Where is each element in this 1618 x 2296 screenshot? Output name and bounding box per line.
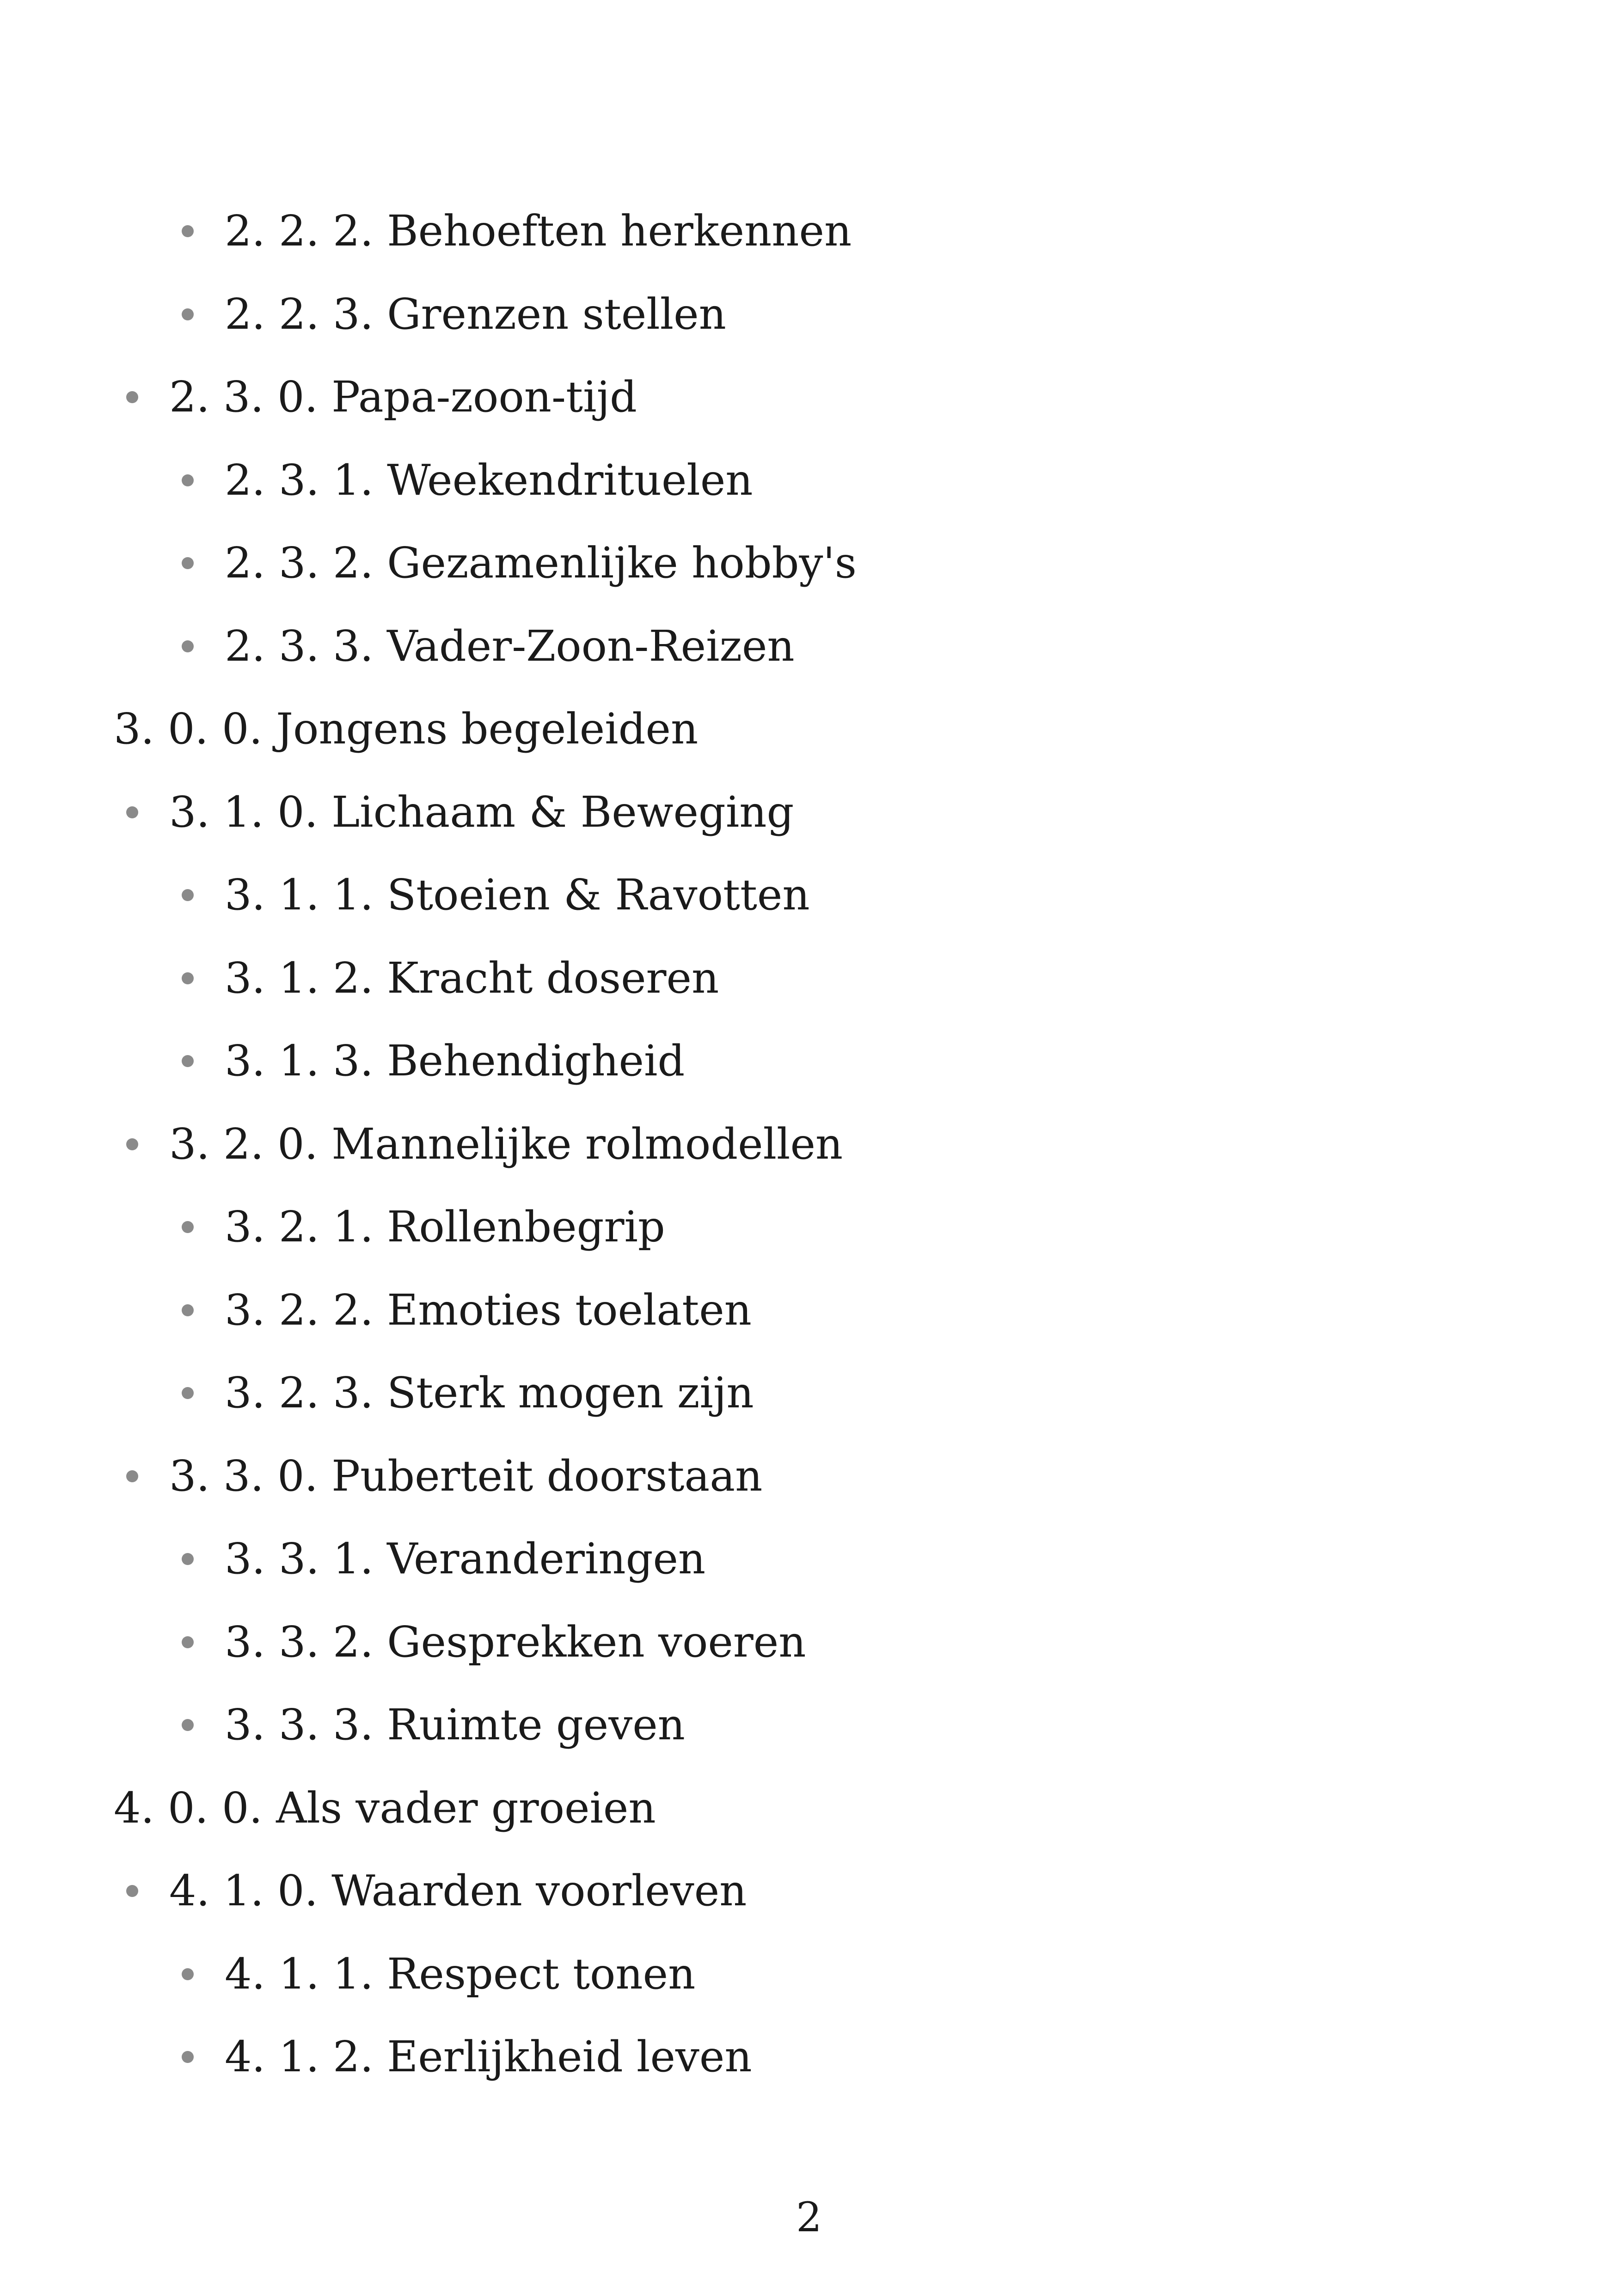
toc-item-label: 3. 3. 3. Ruimte geven [225, 1700, 685, 1750]
bullet-icon [182, 1304, 194, 1316]
bullet-icon [182, 474, 194, 486]
toc-list-item [225, 1615, 806, 1670]
toc-list-item [225, 867, 810, 923]
bullet-icon [126, 1138, 138, 1150]
toc-list-item [225, 1531, 705, 1587]
bullet-icon [182, 308, 194, 320]
toc-item-label: 2. 3. 3. Vader-Zoon-Reizen [225, 621, 795, 671]
toc-list-item [225, 619, 795, 674]
toc-list-item [225, 453, 753, 508]
bullet-icon [182, 557, 194, 569]
toc-item-label: 3. 3. 2. Gesprekken voeren [225, 1617, 806, 1667]
toc-item-label: 4. 1. 1. Respect tonen [225, 1949, 696, 1999]
toc-item-label: 3. 2. 1. Rollenbegrip [225, 1202, 665, 1252]
bullet-icon [182, 972, 194, 984]
toc-list-item [169, 1117, 843, 1172]
bullet-icon [182, 1636, 194, 1648]
bullet-icon [126, 806, 138, 818]
toc-chapter-heading [114, 701, 698, 757]
toc-list-item [225, 951, 719, 1006]
bullet-icon [126, 1885, 138, 1897]
bullet-icon [182, 640, 194, 652]
toc-item-label: 3. 2. 0. Mannelijke rolmodellen [169, 1119, 843, 1169]
bullet-icon [182, 2051, 194, 2063]
toc-list-item [225, 1697, 685, 1753]
bullet-icon [126, 1470, 138, 1482]
toc-list-item [169, 369, 637, 425]
bullet-icon [182, 225, 194, 237]
toc-item-label: 3. 2. 3. Sterk mogen zijn [225, 1368, 754, 1418]
toc-list-item [169, 785, 794, 840]
toc-list-item [169, 1863, 747, 1919]
toc-item-label: 2. 3. 2. Gezamenlijke hobby's [225, 538, 857, 588]
toc-item-label: 2. 2. 2. Behoeften herkennen [225, 206, 852, 256]
page-number: 2 [796, 2193, 822, 2241]
bullet-icon [126, 391, 138, 403]
toc-list-item [225, 1283, 752, 1338]
bullet-icon [182, 1221, 194, 1233]
toc-list-item [225, 1365, 754, 1421]
toc-item-label: 2. 3. 1. Weekendrituelen [225, 455, 753, 505]
toc-item-label: 3. 3. 0. Puberteit doorstaan [169, 1451, 763, 1501]
toc-item-label: 2. 3. 0. Papa-zoon-tijd [169, 372, 637, 422]
bullet-icon [182, 1719, 194, 1731]
bullet-icon [182, 1553, 194, 1565]
toc-item-label: 2. 2. 3. Grenzen stellen [225, 289, 726, 339]
toc-list-item [225, 1946, 695, 2002]
bullet-icon [182, 1055, 194, 1067]
bullet-icon [182, 1387, 194, 1399]
toc-list-item [225, 535, 857, 591]
toc-item-label: 3. 1. 3. Behendigheid [225, 1036, 685, 1086]
toc-item-label: 3. 2. 2. Emoties toelaten [225, 1285, 752, 1335]
toc-item-label: 3. 1. 1. Stoeien & Ravotten [225, 870, 810, 920]
toc-item-label: 3. 0. 0. Jongens begeleiden [114, 704, 699, 754]
toc-item-label: 3. 3. 1. Veranderingen [225, 1534, 706, 1584]
toc-list-item [225, 1033, 685, 1089]
toc-list-item [169, 1449, 762, 1504]
bullet-icon [182, 889, 194, 901]
toc-list-item [225, 2029, 752, 2085]
bullet-icon [182, 1968, 194, 1980]
toc-list-item [225, 1199, 665, 1255]
toc-item-label: 3. 1. 2. Kracht doseren [225, 953, 719, 1003]
toc-item-label: 3. 1. 0. Lichaam & Beweging [169, 787, 794, 837]
toc-list-item [225, 287, 726, 342]
toc-chapter-heading [114, 1780, 656, 1836]
toc-list-item [225, 203, 852, 259]
toc-item-label: 4. 0. 0. Als vader groeien [114, 1783, 656, 1833]
toc-item-label: 4. 1. 2. Eerlijkheid leven [225, 2032, 752, 2081]
toc-item-label: 4. 1. 0. Waarden voorleven [169, 1866, 747, 1915]
